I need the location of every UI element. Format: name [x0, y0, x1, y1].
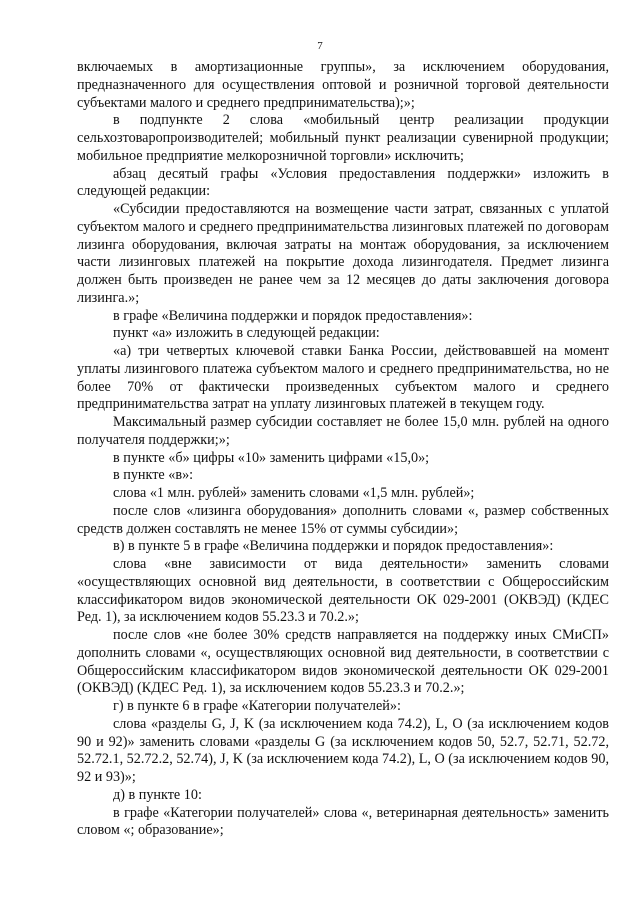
paragraph-14: слова «вне зависимости от вида деятельности» заменить словами «осуществляющих основной вид деятельности, в соответствии с Общероссийским классификатором видов экономической деятельности ОК 029-2001 (ОКВЭД) (КДЕС Ред. 1), за исключением кодов 55.23.3 и 70.2.»; [77, 556, 609, 626]
paragraph-10: в пункте «в»: [113, 467, 194, 484]
paragraph-18: д) в пункте 10: [113, 786, 202, 803]
paragraph-9: в пункте «б» цифры «10» заменить цифрами «15,0»; [113, 449, 430, 466]
paragraph-15: после слов «не более 30% средств направляется на поддержку иных СМиСП» дополнить словами «, осуществляющих основной вид деятельности, в соответствии с Общероссийским классификатором видов экономической деятельности ОК 029-2001 (ОКВЭД) (КДЕС Ред. 1), за исключением кодов 55.23.3 и 70.2.»; [77, 627, 609, 697]
paragraph-17: слова «разделы G, J, K (за исключением кода 74.2), L, O (за исключением кодов 90 и 92)» заменить словами «разделы G (за исключением кодов 50, 52.7, 52.71, 52.72, 52.72.1, 52.72.2, 52.74), J, K (за исключением кода 74.2), L, O (за исключением кодов 90, 92 и 93)»; [77, 715, 609, 785]
paragraph-19: в графе «Категории получателей» слова «, ветеринарная деятельность» заменить словом «; образование»; [77, 804, 609, 839]
paragraph-3: абзац десятый графы «Условия предоставления поддержки» изложить в следующей редакции: [77, 165, 609, 200]
document-body [77, 59, 609, 840]
paragraph-2: в подпункте 2 слова «мобильный центр реализации продукции сельхозтоваропроизводителей; мобильный пункт реализации сувенирной продукции; мобильное предприятие мелкорозничной торговли» исключить; [77, 112, 609, 164]
paragraph-12: после слов «лизинга оборудования» дополнить словами «, размер собственных средств должен составлять не менее 15% от суммы субсидии»; [77, 502, 609, 537]
paragraph-4: «Субсидии предоставляются на возмещение части затрат, связанных с уплатой субъектом малого и среднего предпринимательства лизинговых платежей по договорам лизинга оборудования, включая затраты на монтаж оборудования, за исключением части лизинговых платежей на покрытие дохода лизингодателя. Предмет лизинга должен быть произведен не ранее чем за 12 месяцев до даты заключения договора лизинга.»; [77, 201, 609, 306]
paragraph-8: Максимальный размер субсидии составляет не более 15,0 млн. рублей на одного получателя поддержки;»; [77, 414, 609, 448]
paragraph-6: пункт «а» изложить в следующей редакции: [113, 325, 380, 342]
paragraph-5: в графе «Величина поддержки и порядок предоставления»: [113, 307, 473, 324]
page-number: 7 [317, 40, 323, 52]
paragraph-11: слова «1 млн. рублей» заменить словами «1,5 млн. рублей»; [113, 485, 475, 501]
paragraph-7: «а) три четвертых ключевой ставки Банка России, действовавшей на момент уплаты лизингового платежа субъектом малого и среднего предпринимательства, но не более 70% от фактически произведенных субъектом малого и среднего предпринимательства затрат на уплату лизинговых платежей в текущем году. [77, 343, 609, 413]
paragraph-1: включаемых в амортизационные группы», за исключением оборудования, предназначенного для осуществления оптовой и розничной торговой деятельности субъектами малого и среднего предпринимательства);»; [77, 59, 609, 111]
paragraph-16: г) в пункте 6 в графе «Категории получателей»: [113, 698, 401, 714]
paragraph-13: в) в пункте 5 в графе «Величина поддержки и порядок предоставления»: [113, 538, 554, 555]
